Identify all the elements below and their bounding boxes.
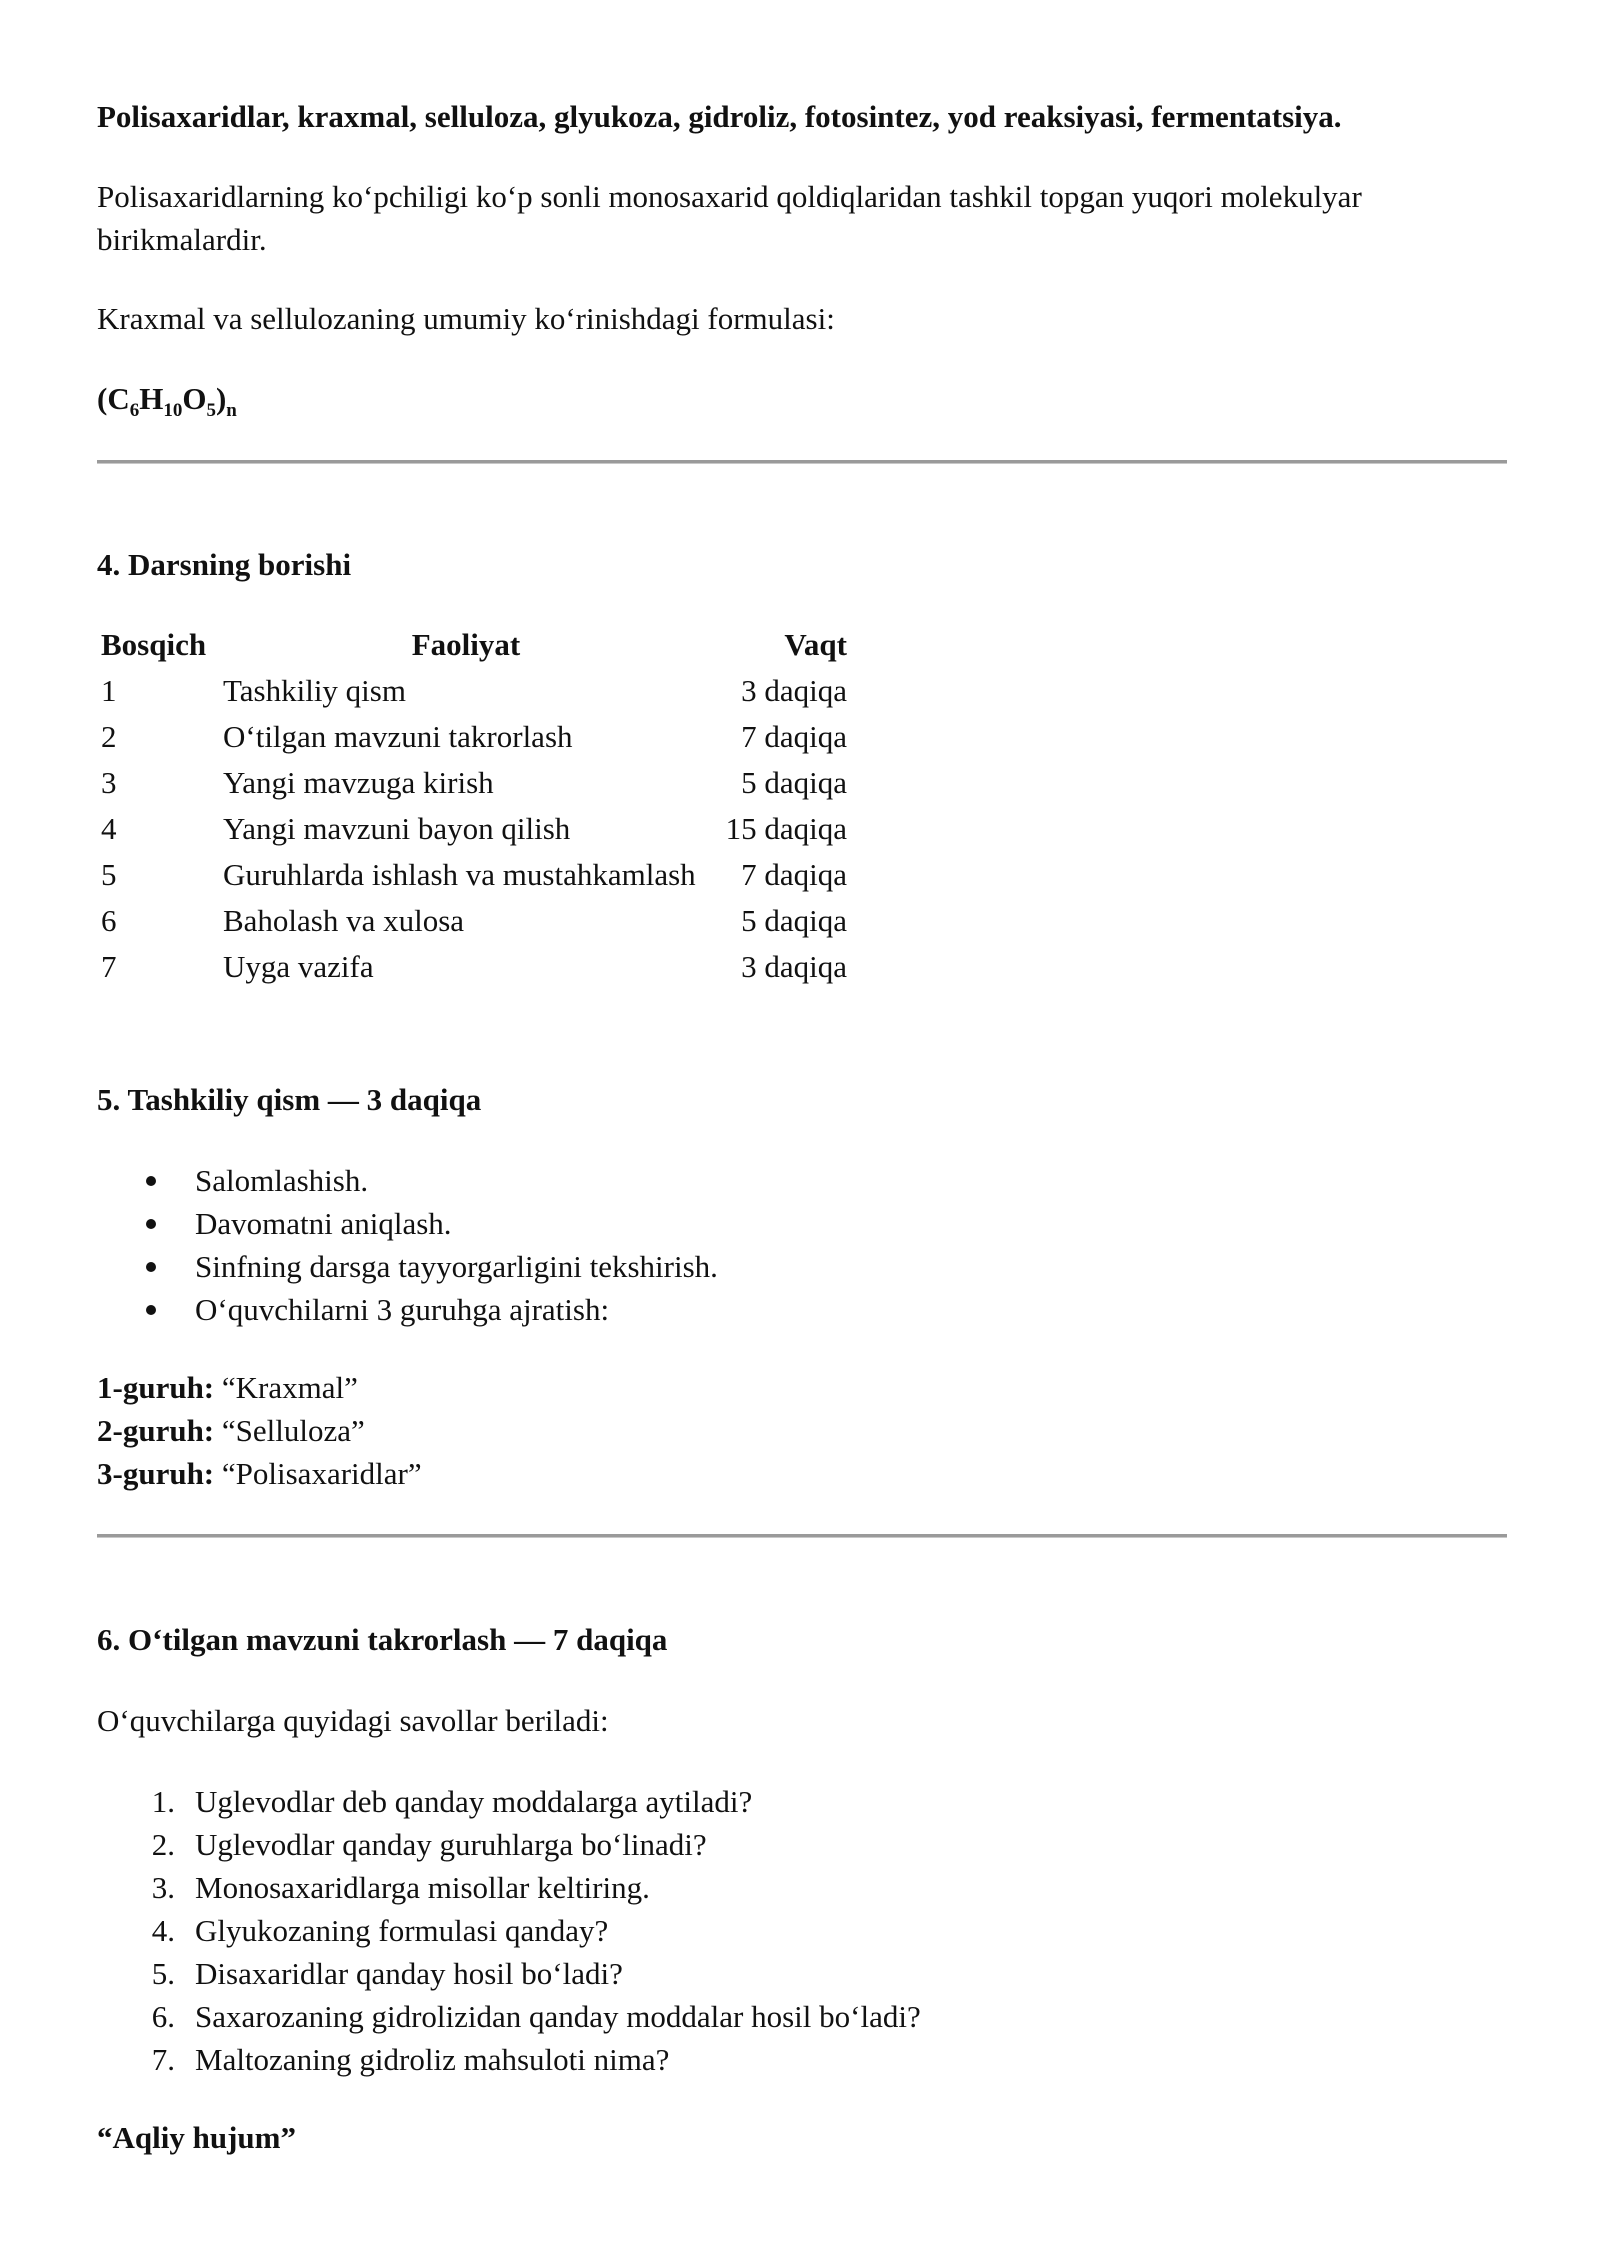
time-cell: 5 daqiqa bbox=[741, 765, 847, 800]
activity-cell: Yangi mavzuni bayon qilish bbox=[223, 811, 571, 846]
table-row bbox=[97, 898, 851, 944]
organizational-checklist bbox=[97, 1159, 718, 1331]
list-number: 7. bbox=[151, 2042, 175, 2077]
group-line bbox=[97, 1452, 422, 1495]
group-line bbox=[97, 1366, 358, 1409]
list-number: 4. bbox=[151, 1913, 175, 1948]
time-cell: 7 daqiqa bbox=[741, 719, 847, 754]
table-row bbox=[97, 806, 851, 852]
list-number: 1. bbox=[151, 1784, 175, 1819]
time-cell: 3 daqiqa bbox=[741, 673, 847, 708]
group-label: 2-guruh: bbox=[97, 1413, 215, 1448]
section-6-heading: 6. O‘tilgan mavzuni takrorlash — 7 daqiqa bbox=[97, 1622, 668, 1657]
table-row bbox=[97, 760, 851, 806]
step-cell: 6 bbox=[101, 903, 117, 938]
list-item: 4. Glyukozaning formulasi qanday? bbox=[97, 1909, 921, 1952]
time-cell: 15 daqiqa bbox=[725, 811, 847, 846]
horizontal-divider bbox=[97, 1534, 1507, 1538]
list-item: O‘quvchilarni 3 guruhga ajratish: bbox=[97, 1288, 718, 1331]
formula-intro: Kraxmal va sellulozaning umumiy ko‘rinishdagi formulasi: bbox=[97, 301, 835, 336]
bullet-icon bbox=[146, 1219, 156, 1229]
group-label: 1-guruh: bbox=[97, 1370, 215, 1405]
activity-cell: Guruhlarda ishlash va mustahkamlash bbox=[223, 857, 696, 892]
table-row bbox=[97, 852, 851, 898]
column-header-time: Vaqt bbox=[784, 627, 847, 662]
group-label: 3-guruh: bbox=[97, 1456, 215, 1491]
list-item: 1. Uglevodlar deb qanday moddalarga aytiladi? bbox=[97, 1780, 921, 1823]
column-header-activity: Faoliyat bbox=[411, 627, 521, 662]
section-4-heading: 4. Darsning borishi bbox=[97, 547, 352, 582]
lesson-plan-table bbox=[97, 622, 851, 990]
table-header-row bbox=[97, 622, 851, 668]
intro-paragraph: Polisaxaridlarning ko‘pchiligi ko‘p sonli monosaxarid qoldiqlaridan tashkil topgan yuqori molekulyar birikmalardir. bbox=[97, 179, 1362, 257]
activity-cell: Yangi mavzuga kirish bbox=[223, 765, 494, 800]
list-item: Salomlashish. bbox=[97, 1159, 718, 1202]
activity-cell: O‘tilgan mavzuni takrorlash bbox=[223, 719, 573, 754]
list-item: 7. Maltozaning gidroliz mahsuloti nima? bbox=[97, 2038, 921, 2081]
activity-cell: Baholash va xulosa bbox=[223, 903, 465, 938]
step-cell: 2 bbox=[101, 719, 117, 754]
formula: $(C_6H_{10}O_5)_n$ bbox=[97, 381, 237, 421]
questions-intro: O‘quvchilarga quyidagi savollar beriladi: bbox=[97, 1703, 609, 1738]
column-header-step: Bosqich bbox=[101, 627, 207, 662]
group-name: “Selluloza” bbox=[221, 1413, 365, 1448]
step-cell: 3 bbox=[101, 765, 117, 800]
horizontal-divider bbox=[97, 460, 1507, 464]
list-number: 3. bbox=[151, 1870, 175, 1905]
list-item: Sinfning darsga tayyorgarligini tekshirish. bbox=[97, 1245, 718, 1288]
time-cell: 5 daqiqa bbox=[741, 903, 847, 938]
keywords-line: Polisaxaridlar, kraxmal, selluloza, glyukoza, gidroliz, fotosintez, yod reaksiyasi, fermentatsiya. bbox=[97, 99, 1342, 134]
list-item: 3. Monosaxaridlarga misollar keltiring. bbox=[97, 1866, 921, 1909]
list-item: 6. Saxarozaning gidrolizidan qanday moddalar hosil bo‘ladi? bbox=[97, 1995, 921, 2038]
group-line bbox=[97, 1409, 365, 1452]
list-number: 5. bbox=[151, 1956, 175, 1991]
time-cell: 3 daqiqa bbox=[741, 949, 847, 984]
table-row bbox=[97, 944, 851, 990]
table-row bbox=[97, 714, 851, 760]
list-item: Davomatni aniqlash. bbox=[97, 1202, 718, 1245]
list-number: 2. bbox=[151, 1827, 175, 1862]
activity-cell: Tashkiliy qism bbox=[223, 673, 406, 708]
step-cell: 5 bbox=[101, 857, 117, 892]
step-cell: 1 bbox=[101, 673, 117, 708]
section-5-heading: 5. Tashkiliy qism — 3 daqiqa bbox=[97, 1082, 482, 1117]
step-cell: 7 bbox=[101, 949, 117, 984]
list-item: 2. Uglevodlar qanday guruhlarga bo‘linadi? bbox=[97, 1823, 921, 1866]
group-name: “Polisaxaridlar” bbox=[221, 1456, 422, 1491]
list-number: 6. bbox=[151, 1999, 175, 2034]
bullet-icon bbox=[146, 1262, 156, 1272]
bullet-icon bbox=[146, 1305, 156, 1315]
list-item: 5. Disaxaridlar qanday hosil bo‘ladi? bbox=[97, 1952, 921, 1995]
step-cell: 4 bbox=[101, 811, 117, 846]
activity-cell: Uyga vazifa bbox=[223, 949, 374, 984]
table-row bbox=[97, 668, 851, 714]
review-questions-list bbox=[97, 1780, 921, 2081]
group-name: “Kraxmal” bbox=[221, 1370, 358, 1405]
bullet-icon bbox=[146, 1176, 156, 1186]
brainstorm-heading: “Aqliy hujum” bbox=[97, 2120, 296, 2155]
time-cell: 7 daqiqa bbox=[741, 857, 847, 892]
